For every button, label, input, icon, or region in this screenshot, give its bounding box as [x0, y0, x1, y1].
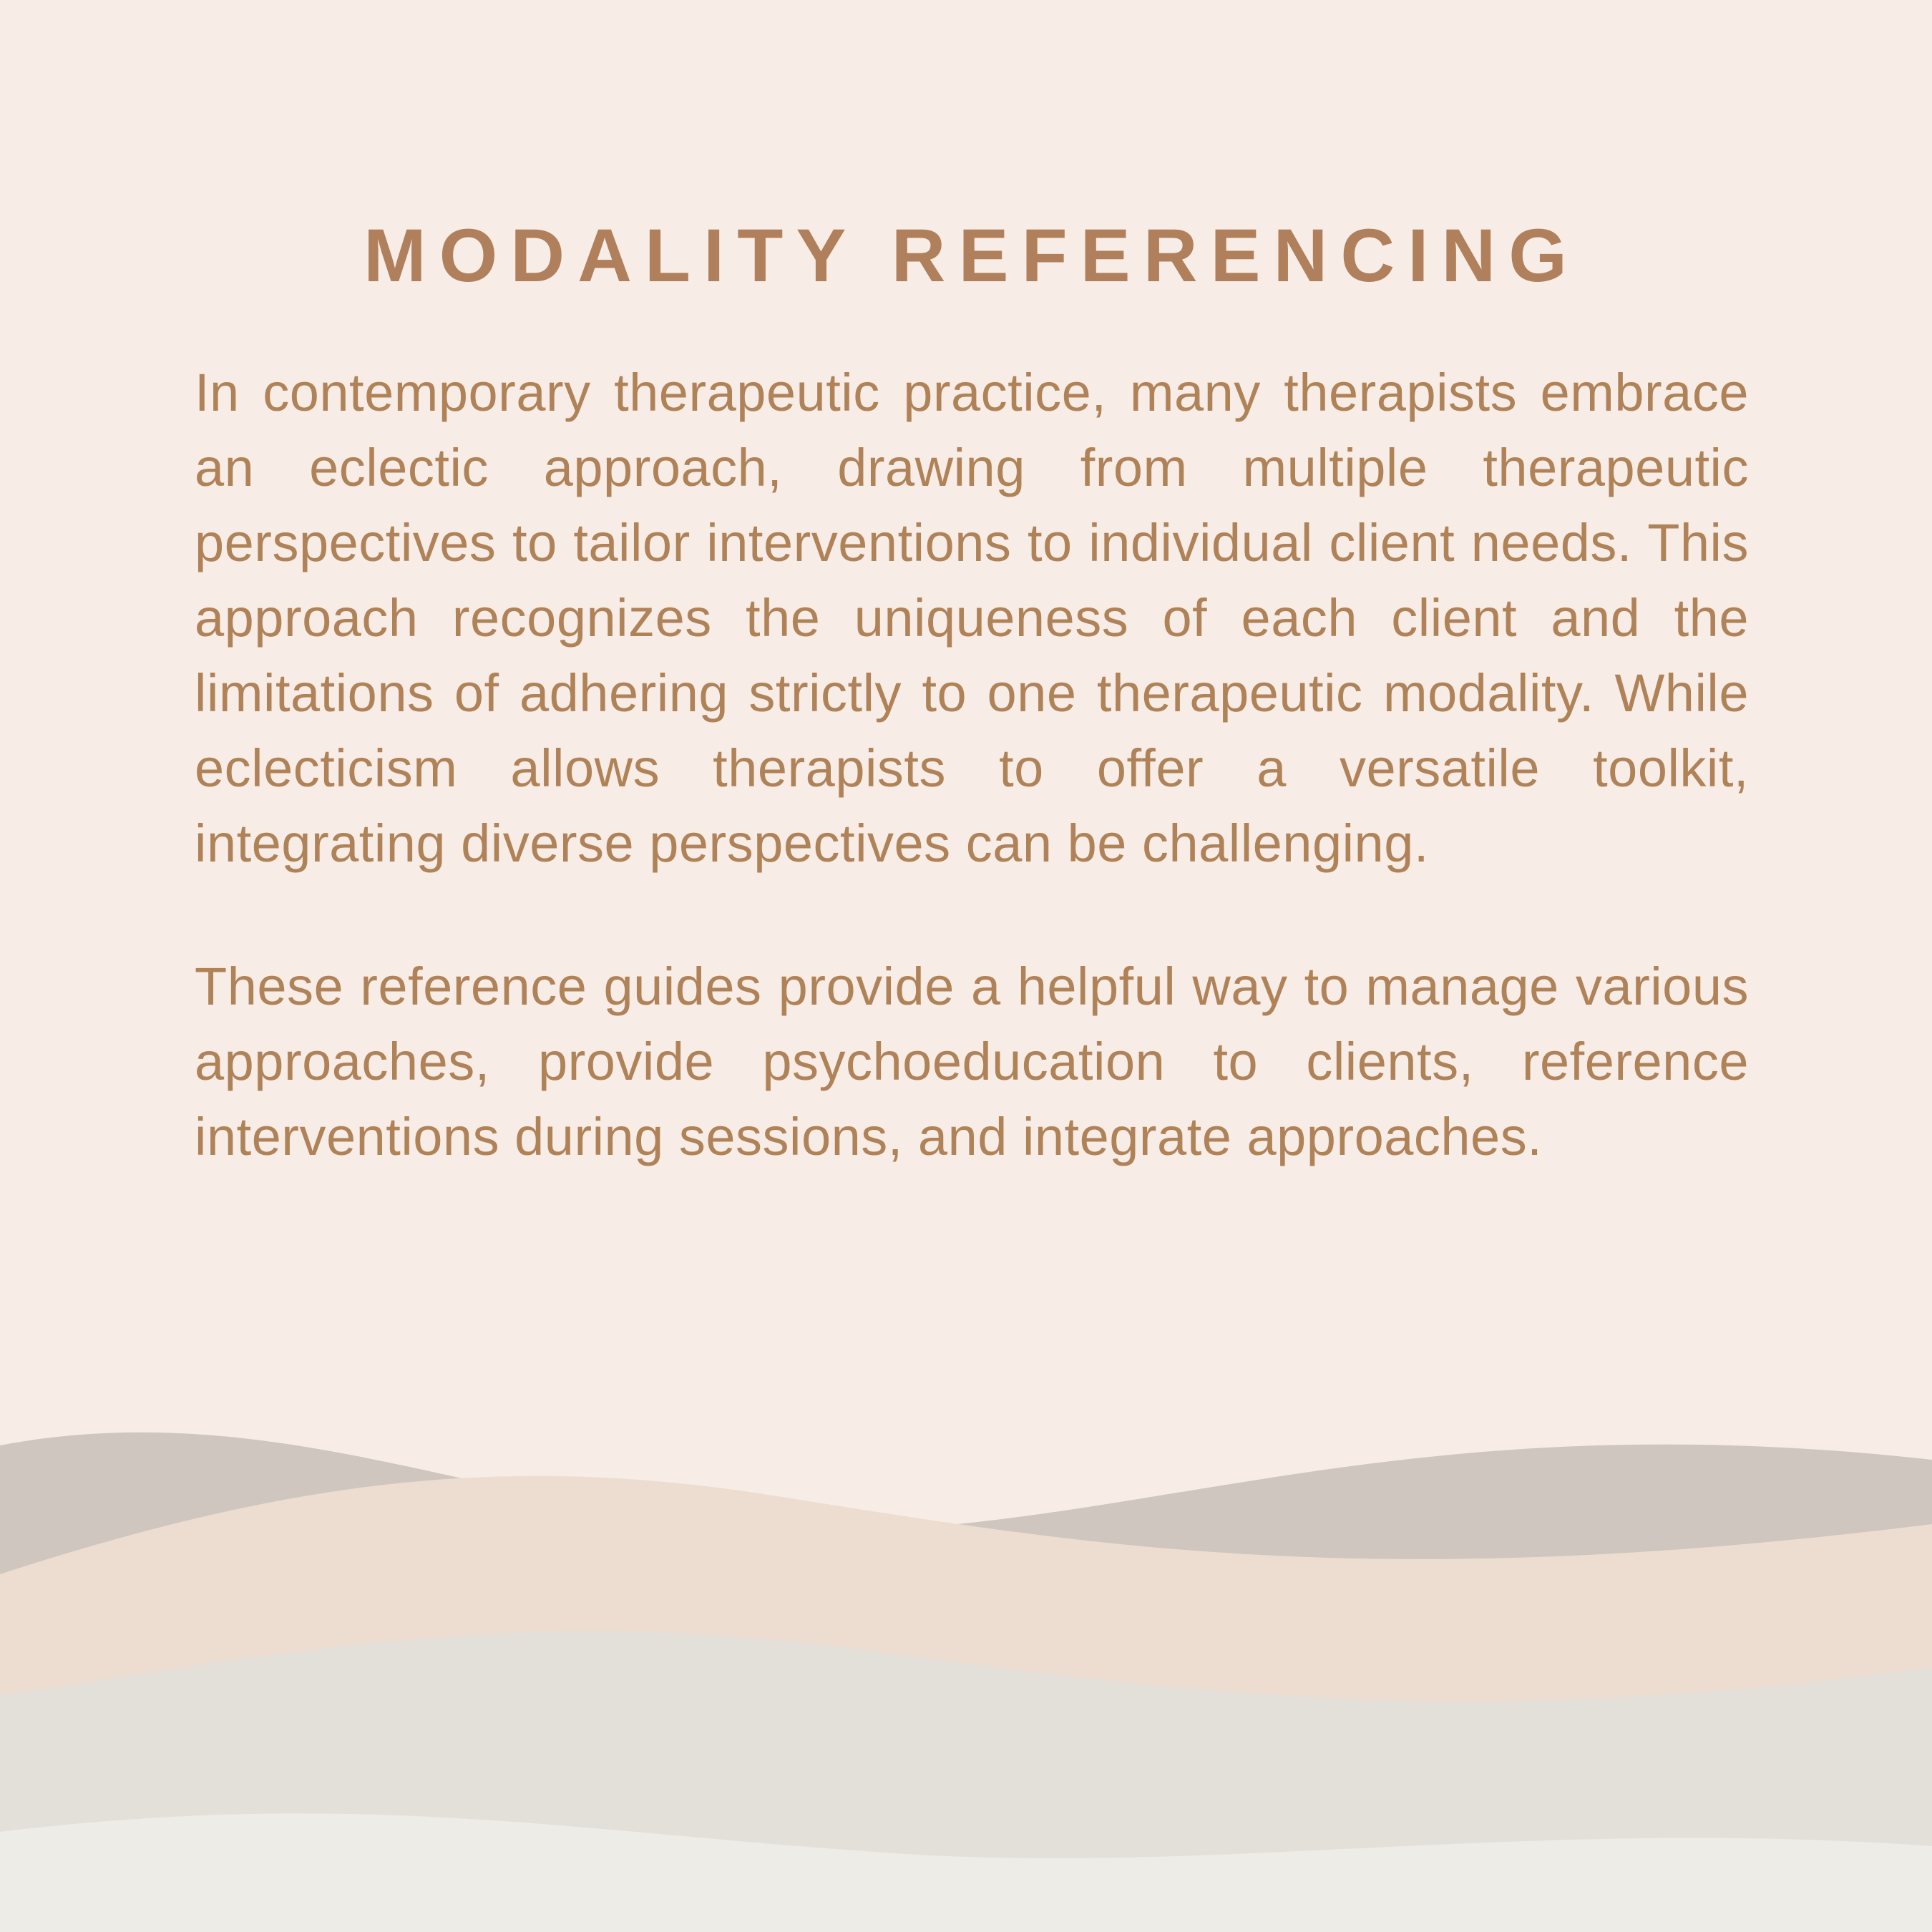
body-paragraph-1: In contemporary therapeutic practice, many therapists embrace an eclectic approach, drawing from multiple therapeutic perspectives to tailor interventions to individual client needs. This approach recognizes the uniqueness of each client and the limitations of adhering strictly to one therapeutic modality. While eclecticism allows therapists to offer a versatile toolkit, integrating diverse perspectives can be challenging.	[195, 362, 1749, 873]
page-title: MODALITY REFERENCING	[364, 214, 1580, 298]
body-paragraph-2: These reference guides provide a helpful way to manage various approaches, provide psychoeducation to clients, reference interventions during sessions, and integrate approaches.	[195, 957, 1749, 1167]
decorative-waves	[0, 1360, 1932, 1932]
text-block	[195, 215, 1749, 1174]
